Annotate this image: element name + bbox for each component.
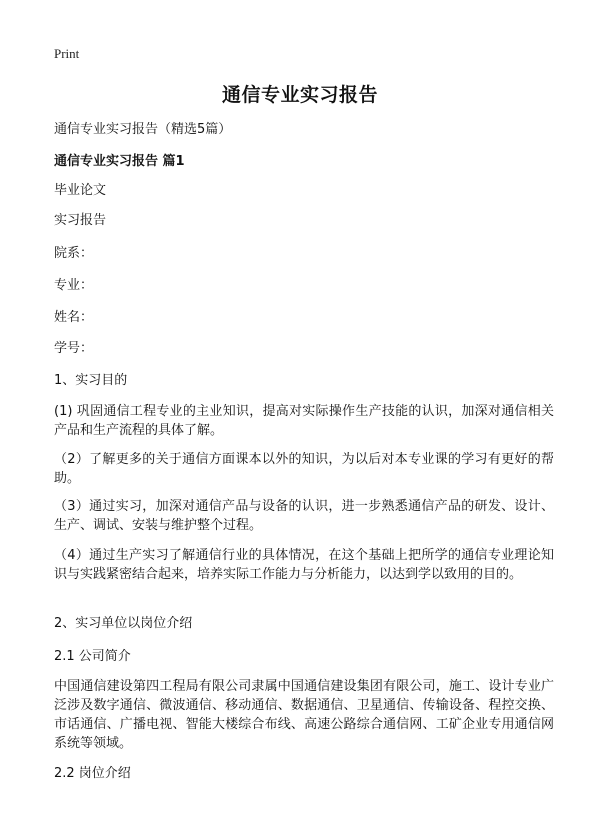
cover-line-thesis: 毕业论文 (54, 183, 107, 198)
position-intro-heading: 2.2 岗位介绍 (54, 766, 131, 781)
cover-field-department: 院系： (54, 246, 94, 261)
purpose-item-3: （3）通过实习，加深对通信产品与设备的认识，进一步熟悉通信产品的研发、设计、生产、调试、安装与维护整个过程。 (54, 499, 554, 533)
cover-field-student-id: 学号： (54, 341, 94, 356)
purpose-heading: 1、实习目的 (54, 373, 128, 388)
document-subtitle: 通信专业实习报告（精选5篇） (54, 122, 232, 137)
company-intro-text: 中国通信建设第四工程局有限公司隶属中国通信建设集团有限公司，施工、设计专业广泛涉及数字通信、微波通信、移动通信、数据通信、卫星通信、传输设备、程控交换、市话通信、广播电视、智能大楼综合布线、高速公路综合通信网、工矿企业专用通信网系统等领域。 (54, 679, 554, 751)
company-intro-heading: 2.1 公司简介 (54, 649, 131, 664)
section-heading: 通信专业实习报告 篇1 (54, 154, 185, 169)
purpose-item-2: （2）了解更多的关于通信方面课本以外的知识，为以后对本专业课的学习有更好的帮助。 (54, 452, 554, 486)
cover-field-major: 专业： (54, 278, 94, 293)
purpose-item-1: (1) 巩固通信工程专业的主业知识，提高对实际操作生产技能的认识，加深对通信相关产品和生产流程的具体了解。 (54, 404, 554, 438)
unit-heading: 2、实习单位以岗位介绍 (54, 616, 193, 631)
cover-field-name: 姓名： (54, 310, 94, 325)
document-title: 通信专业实习报告 (221, 84, 378, 106)
purpose-item-4: （4）通过生产实习了解通信行业的具体情况，在这个基础上把所学的通信专业理论知识与实践紧密结合起来，培养实际工作能力与分析能力，以达到学以致用的目的。 (54, 548, 554, 582)
cover-line-report: 实习报告 (54, 213, 107, 228)
print-link[interactable]: Print (54, 46, 80, 61)
